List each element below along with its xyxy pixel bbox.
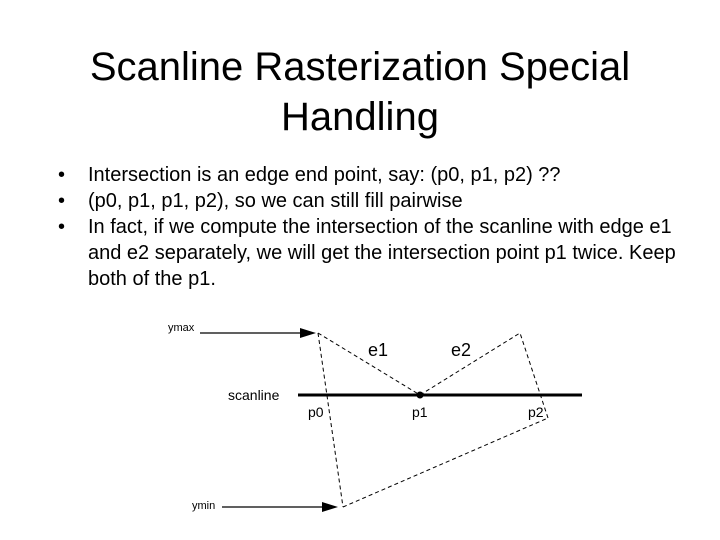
slide-title-line-1: Scanline Rasterization Special xyxy=(89,45,631,89)
ymax-label: ymax xyxy=(168,322,195,334)
edge-e2-label: e2 xyxy=(451,340,472,360)
bullet-icon: • xyxy=(58,164,66,186)
ymin-arrowhead xyxy=(322,502,338,512)
ymin-label: ymin xyxy=(192,500,216,512)
p1-vertex-dot xyxy=(417,392,424,399)
edge-e1-label: e1 xyxy=(368,340,389,360)
bottom-edge xyxy=(343,418,548,507)
slide-title-line-2: Handling xyxy=(281,95,439,139)
bullet-icon: • xyxy=(58,216,66,238)
ymax-arrowhead xyxy=(300,328,316,338)
p1-label: p1 xyxy=(412,404,428,420)
p0-label: p0 xyxy=(308,404,324,420)
bullet-text: (p0, p1, p1, p2), so we can still fill pairwise xyxy=(88,190,463,212)
bullet-text: In fact, if we compute the intersection of the scanline with edge e1 and e2 separately, we will get the intersection point p1 twice. Keep both of the p1. xyxy=(88,216,676,290)
left-edge xyxy=(318,333,343,507)
bullet-icon: • xyxy=(58,190,66,212)
bullet-text: Intersection is an edge end point, say: (p0, p1, p2) ?? xyxy=(88,164,561,186)
p2-label: p2 xyxy=(528,404,544,420)
scanline-label: scanline xyxy=(228,387,280,403)
